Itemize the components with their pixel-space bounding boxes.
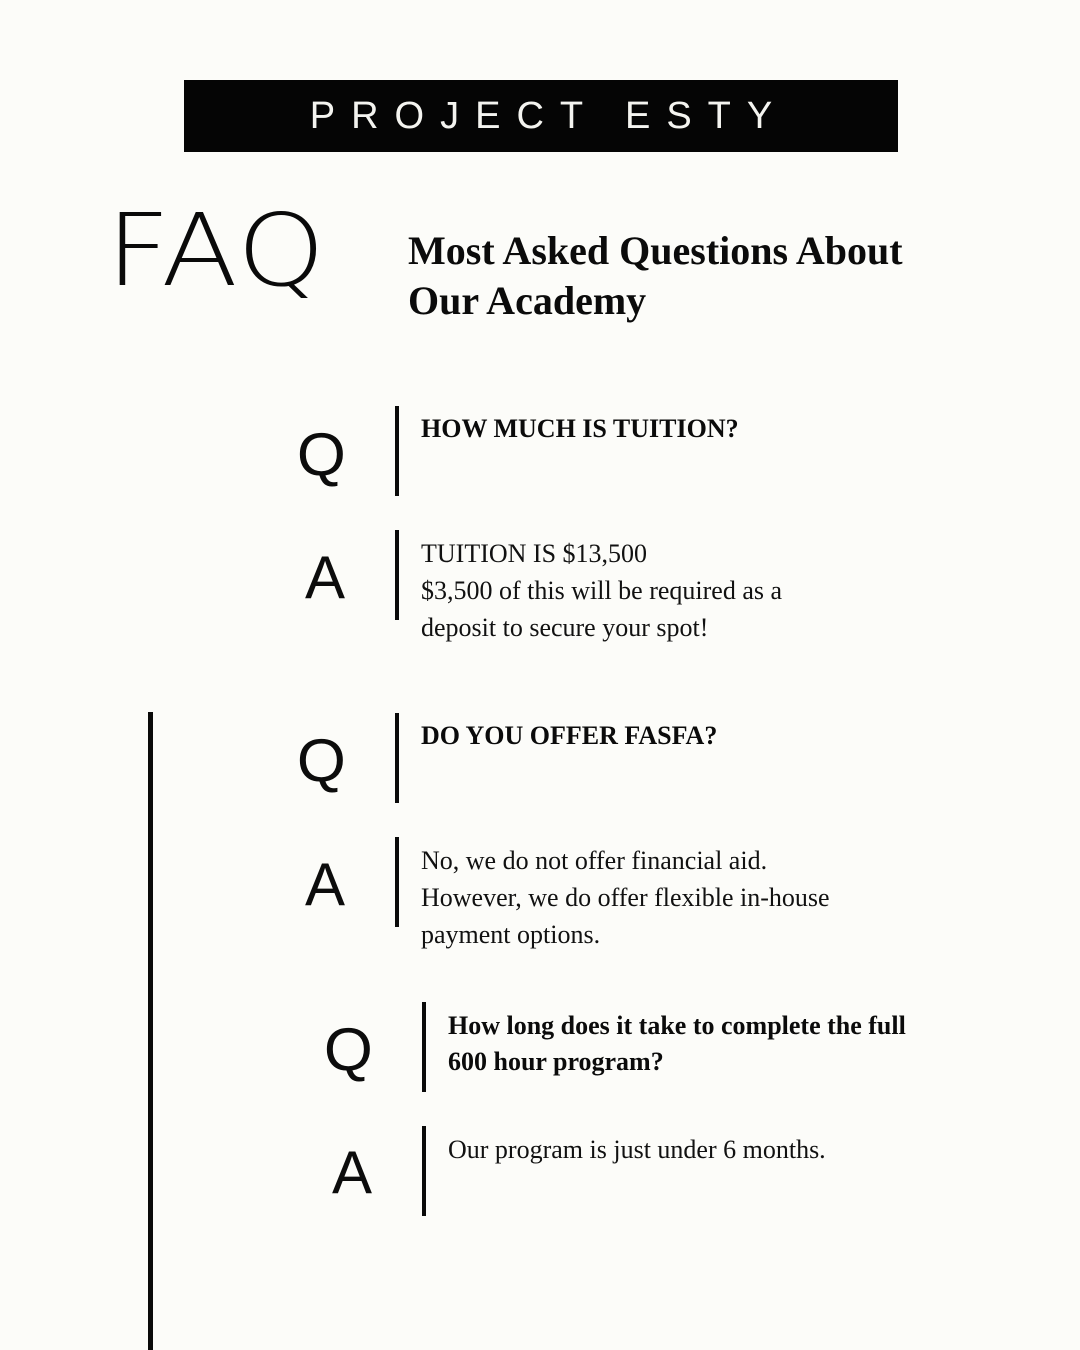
answer-text: TUITION IS $13,500 $3,500 of this will be required as a deposit to secure your spot! [421,539,783,642]
answer-divider [395,530,399,620]
subtitle-line-2: Our Academy [408,278,647,323]
answer-text: No, we do not offer financial aid. However, we do offer flexible in-house payment options. [421,846,830,949]
decorative-vertical-line [148,712,153,1350]
brand-title: PROJECT ESTY [309,94,789,137]
question-marker: Q [296,421,346,488]
question-text: How long does it take to complete the full 600 hour program? [448,1011,906,1076]
question-marker: Q [296,727,346,794]
question-marker: Q [323,1016,373,1083]
answer-divider [395,837,399,927]
answer-marker: A [305,851,346,918]
answer-marker: A [305,544,346,611]
answer-divider [422,1126,426,1216]
faq-heading: FAQ [106,192,327,309]
question-divider [395,406,399,496]
question-text: DO YOU OFFER FASFA? [421,721,718,750]
subtitle-line-1: Most Asked Questions About [408,228,903,273]
answer-text: Our program is just under 6 months. [448,1135,826,1164]
answer-marker: A [332,1139,373,1206]
question-text: HOW MUCH IS TUITION? [421,414,739,443]
question-divider [395,713,399,803]
brand-banner [184,80,898,152]
question-divider [422,1002,426,1092]
page-subtitle [408,226,968,326]
